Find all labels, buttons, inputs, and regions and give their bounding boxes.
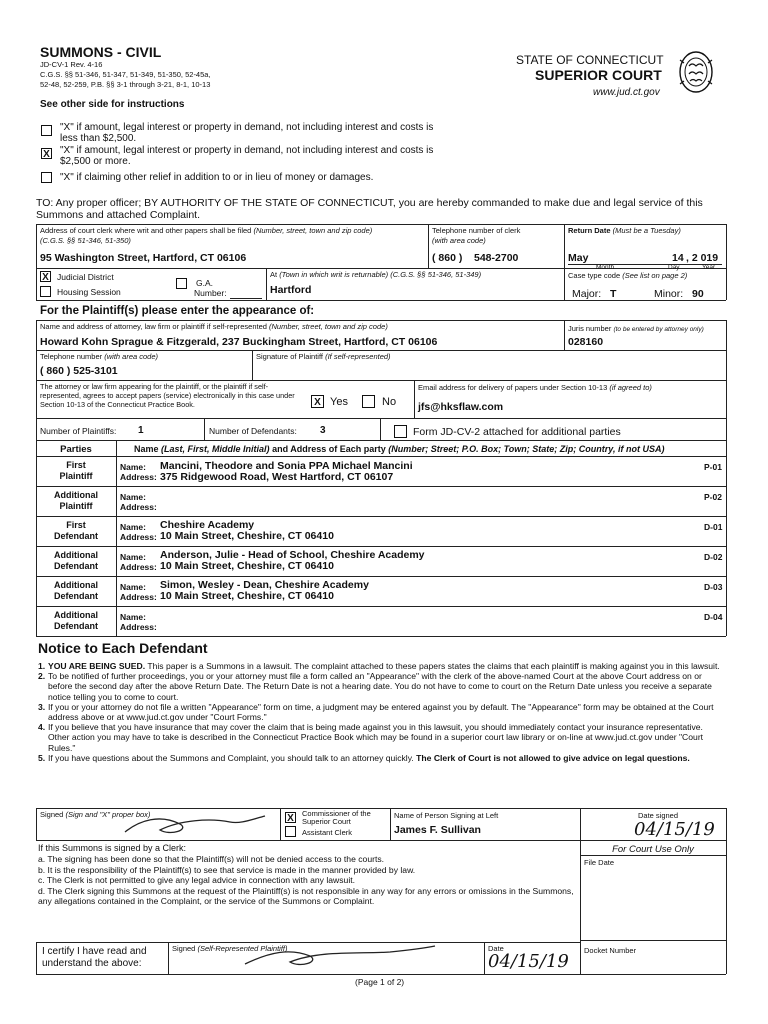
juris-label: Juris number (to be entered by attorney only): [568, 324, 704, 333]
email-label: Email address for delivery of papers under Section 10-13 (if agreed to): [418, 383, 652, 392]
at-town-label: At (Town in which writ is returnable) (C.G.S. §§ 51-346, 51-349): [270, 270, 482, 279]
party-code: D-02: [704, 552, 723, 562]
other-relief-checkbox[interactable]: [41, 172, 52, 183]
appearance-heading: For the Plaintiff(s) please enter the appearance of:: [40, 305, 315, 317]
num-plaintiffs-label: Number of Plaintiffs:: [40, 426, 117, 436]
efile-yes-checkbox[interactable]: X: [311, 395, 324, 408]
clerk-item-a: a. The signing has been done so that the Plaintiff(s) will not be denied access to the courts.: [38, 854, 385, 864]
party-code: D-04: [704, 612, 723, 622]
ga-label: G.A.: [196, 278, 214, 288]
commissioner-label: Commissioner of the Superior Court: [302, 809, 371, 826]
clerk-phone-number[interactable]: 548-2700: [474, 252, 519, 264]
num-defendants-value[interactable]: 3: [320, 425, 326, 436]
notice-item-5: 5. If you have questions about the Summons and Complaint, you should talk to an attorney quickly. The Clerk of Court is not allowed to give advice on legal questions.: [38, 752, 690, 763]
party-role-label: Additional Plaintiff: [54, 490, 98, 511]
num-plaintiffs-value[interactable]: 1: [138, 425, 144, 436]
form-id: JD-CV-1 Rev. 4-16: [40, 60, 103, 69]
notice-item-4: 4. If you believe that you have insurance that may cover the claim that is being made against you in this lawsuit, you should immediately contact your insurance representative. Other action you may have to take is described in the Connecticut Practice Book which may be found in a superior court law library or on-line at www.jud.ct.gov under "Court Rules.": [38, 722, 704, 753]
name-label: Name:: [120, 612, 146, 622]
major-value[interactable]: T: [610, 288, 617, 300]
amount-more-label: "X" if amount, legal interest or property in demand, not including interest and costs is $2,500 or more.: [60, 145, 434, 167]
officer-command: TO: Any proper officer; BY AUTHORITY OF THE STATE OF CONNECTICUT, you are hereby commanded to make due and legal service of this Summons and attached Complaint.: [36, 197, 703, 221]
plaintiff-phone-value[interactable]: ( 860 ) 525-3101: [40, 365, 118, 377]
clerk-phone-note: (with area code): [432, 236, 486, 245]
return-year[interactable]: , 2 019: [686, 252, 719, 264]
court-name: SUPERIOR COURT: [535, 67, 662, 83]
case-type-label: Case type code (See list on page 2): [568, 271, 688, 280]
notice-item-1: 1. YOU ARE BEING SUED. This paper is a Summons in a lawsuit. The complaint attached to these papers states the claims that each plaintiff is making against you in this lawsuit.: [38, 661, 720, 671]
party-code: P-01: [704, 462, 722, 472]
address-label: Address:: [120, 472, 157, 482]
party-role-label: Additional Defendant: [53, 580, 98, 601]
major-label: Major:: [572, 288, 602, 300]
clerk-item-c: c. The Clerk is not permitted to give any legal advice in connection with any lawsuit.: [38, 875, 356, 886]
date-signed-label: Date signed: [638, 811, 679, 820]
other-relief-label: "X" if claiming other relief in addition to or in lieu of money or damages.: [60, 172, 374, 183]
party-role-label: First Plaintiff: [59, 460, 93, 481]
attorney-signature: [120, 810, 270, 838]
signer-name-value[interactable]: James F. Sullivan: [394, 824, 481, 836]
signed-label: Signed (Sign and "X" proper box): [40, 810, 151, 819]
self-rep-signature: [240, 944, 440, 972]
clerk-phone-area[interactable]: ( 860 ): [432, 252, 463, 264]
certify-date-label: Date: [488, 944, 504, 953]
party-code: D-01: [704, 522, 723, 532]
certify-text: I certify I have read and understand the above:: [42, 946, 147, 969]
statutes-line1: C.G.S. §§ 51-346, 51-347, 51-349, 51-350, 52-45a,: [40, 70, 211, 79]
minor-value[interactable]: 90: [692, 288, 704, 300]
minor-label: Minor:: [654, 288, 684, 300]
address-label: Address:: [120, 532, 157, 542]
address-label: Address:: [120, 502, 157, 512]
name-label: Name:: [120, 492, 146, 502]
housing-session-label: Housing Session: [57, 287, 121, 297]
address-label: Address:: [120, 562, 157, 572]
judicial-district-checkbox[interactable]: X: [40, 271, 51, 282]
party-name-value[interactable]: Simon, Wesley - Dean, Cheshire Academy: [160, 579, 369, 591]
clerk-item-b: b. It is the responsibility of the Plaintiff(s) to see that service is made in the manner provided by law.: [38, 864, 416, 875]
plaintiff-phone-label: Telephone number (with area code): [40, 352, 159, 361]
form-title: SUMMONS - CIVIL: [40, 44, 162, 60]
clerk-item-d: d. The Clerk signing this Summons at the request of the Plaintiff(s) is not responsible in any way for any errors or omissions in the Summons, any allegations contained in the Complaint, or the service of the Summons or Complaint.: [38, 885, 574, 907]
judicial-district-label: Judicial District: [57, 272, 114, 282]
assistant-clerk-label: Assistant Clerk: [302, 828, 353, 837]
notice-item-2: 2. To be notified of further proceedings, you or your attorney must file a form called an "Appearance" with the clerk of the above-named Court at the above Court address on or before the second day after the above Return Date. The Return Date is not a hearing date. You do not have to come to court on the Return Date unless you receive a separate notice telling you to come to court.: [38, 671, 712, 702]
name-label: Name:: [120, 522, 146, 532]
party-name-value[interactable]: Cheshire Academy: [160, 519, 255, 531]
clerk-address-label: Address of court clerk where writ and other papers shall be filed (Number, street, town and zip code): [40, 226, 373, 235]
parties-column-header: Parties: [60, 444, 92, 455]
address-label: Address:: [120, 592, 157, 602]
efile-no-label: No: [382, 396, 397, 408]
clerk-heading: If this Summons is signed by a Clerk:: [38, 843, 187, 853]
docket-number-label: Docket Number: [584, 946, 637, 955]
day-label: Day: [668, 264, 680, 271]
statutes-line2: 52-48, 52-259, P.B. §§ 3-1 through 3-21, 8-1, 10-13: [40, 80, 211, 89]
ga-checkbox[interactable]: [176, 278, 187, 289]
name-label: Name:: [120, 462, 146, 472]
efile-agreement-text: The attorney or law firm appearing for the plaintiff, or the plaintiff if self-represented, agrees to accept papers (service) electronically in this case under Section 10-13 of the Connecticut Practice Book.: [40, 382, 295, 409]
month-label: Month: [596, 264, 615, 271]
party-address-value[interactable]: 10 Main Street, Cheshire, CT 06410: [160, 530, 334, 542]
court-use-heading: For Court Use Only: [612, 844, 694, 855]
num-defendants-label: Number of Defendants:: [209, 426, 297, 436]
self-rep-signature-label: Signed (Self-Represented Plaintiff): [172, 944, 288, 953]
party-role-label: Additional Defendant: [53, 610, 98, 631]
party-code: P-02: [704, 492, 722, 502]
amount-less-checkbox[interactable]: [41, 125, 52, 136]
email-value[interactable]: jfs@hksflaw.com: [418, 401, 504, 413]
party-code: D-03: [704, 582, 723, 592]
party-name-value[interactable]: Mancini, Theodore and Sonia PPA Michael Mancini: [160, 460, 413, 472]
form-cv2-label: Form JD-CV-2 attached for additional parties: [413, 426, 621, 438]
certify-date-value[interactable]: 04/15/19: [488, 951, 569, 972]
notice-list: [38, 661, 724, 763]
clerk-address-statutes: (C.G.S. §§ 51-346, 51-350): [40, 236, 131, 245]
parties-name-header: Name (Last, First, Middle Initial) and Address of Each party (Number; Street; P.O. Box; Town; State; Zip; Country, if not USA): [134, 444, 665, 454]
signer-name-label: Name of Person Signing at Left: [394, 811, 499, 820]
name-label: Name:: [120, 552, 146, 562]
ga-number-label: Number:: [194, 288, 227, 298]
attorney-value[interactable]: Howard Kohn Sprague & Fitzgerald, 237 Buckingham Street, Hartford, CT 06106: [40, 336, 438, 348]
commissioner-checkbox[interactable]: X: [285, 812, 296, 823]
date-signed-value[interactable]: 04/15/19: [634, 819, 715, 840]
juris-value[interactable]: 028160: [568, 336, 604, 348]
efile-no-checkbox[interactable]: [362, 395, 375, 408]
state-name: STATE OF CONNECTICUT: [516, 53, 664, 67]
court-website: www.jud.ct.gov: [593, 87, 660, 98]
party-address-value[interactable]: 10 Main Street, Cheshire, CT 06410: [160, 590, 334, 602]
efile-yes-label: Yes: [330, 396, 348, 408]
attorney-label: Name and address of attorney, law firm or plaintiff if self-represented (Number, street, town and zip code): [40, 322, 388, 331]
notice-item-3: 3. If you or your attorney do not file a written "Appearance" form on time, a judgment may be entered against you by default. The "Appearance" form may be obtained at the Court address above or at www.jud.ct.gov under "Court Forms.": [38, 701, 714, 723]
see-other-side: See other side for instructions: [40, 99, 185, 110]
notice-heading: Notice to Each Defendant: [38, 640, 208, 656]
party-name-value[interactable]: Anderson, Julie - Head of School, Cheshire Academy: [160, 549, 425, 561]
clerk-phone-label: Telephone number of clerk: [432, 226, 521, 235]
address-label: Address:: [120, 622, 157, 632]
form-cv2-checkbox[interactable]: [394, 425, 407, 438]
state-seal-icon: [676, 48, 716, 96]
return-month[interactable]: May: [568, 252, 589, 264]
party-role-label: Additional Defendant: [53, 550, 98, 571]
party-role-label: First Defendant: [53, 520, 98, 541]
file-date-label: File Date: [584, 858, 615, 867]
party-address-value[interactable]: 375 Ridgewood Road, West Hartford, CT 06107: [160, 471, 394, 483]
clerk-address-value[interactable]: 95 Washington Street, Hartford, CT 06106: [40, 252, 247, 264]
assistant-clerk-checkbox[interactable]: [285, 826, 296, 837]
year-label: Year: [702, 264, 716, 271]
return-date-label: Return Date (Must be a Tuesday): [568, 226, 681, 235]
return-day[interactable]: 14: [672, 252, 684, 264]
clerk-list: [38, 854, 574, 907]
name-label: Name:: [120, 582, 146, 592]
plaintiff-signature-label: Signature of Plaintiff (If self-represented): [256, 352, 391, 361]
page-number: (Page 1 of 2): [355, 977, 405, 987]
housing-session-checkbox[interactable]: [40, 286, 51, 297]
party-address-value[interactable]: 10 Main Street, Cheshire, CT 06410: [160, 560, 334, 572]
amount-less-label: "X" if amount, legal interest or property in demand, not including interest and costs is less than $2,500.: [60, 122, 434, 144]
at-town-value[interactable]: Hartford: [270, 284, 312, 296]
amount-more-checkbox[interactable]: X: [41, 148, 52, 159]
